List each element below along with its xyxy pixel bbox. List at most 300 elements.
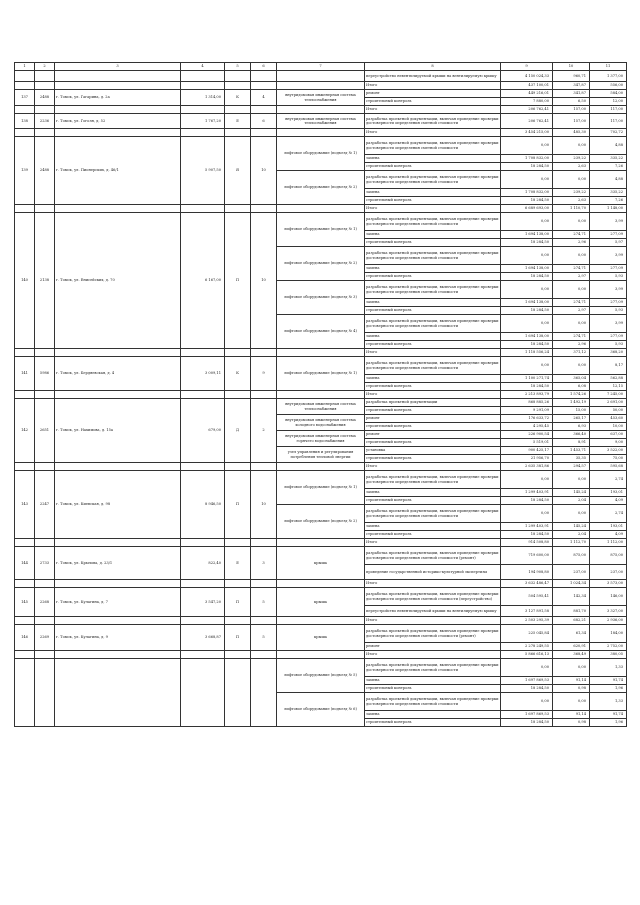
house-id-cell [35, 129, 55, 137]
cost-per-sqm-cell: 2,97 [553, 273, 590, 281]
address-cell: г. Томск, ул. Крылова, д. 23/1 [55, 547, 181, 580]
table-row [15, 106, 627, 114]
table-row [15, 463, 627, 471]
limit-cost-cell: 277,09 [590, 265, 627, 273]
cost-cell: 1 708 832,00 [501, 189, 553, 197]
category-cell [225, 463, 251, 471]
work-type-cell: строительный контроль [365, 531, 501, 539]
work-type-cell: разработка проектной документации [365, 399, 501, 407]
limit-cost-cell: 335,22 [590, 155, 627, 163]
floors-cell [251, 391, 277, 399]
address-cell: г. Томск, ул. Гоголя, д. 52 [55, 114, 181, 129]
system-cell: внутридомовая инженерная система теплоснабжения [277, 90, 365, 106]
floors-cell: 5 [251, 625, 277, 651]
work-type-cell: строительный контроль [365, 307, 501, 315]
category-cell [225, 659, 251, 727]
header-cell: 5 [225, 63, 251, 71]
header-cell: 7 [277, 63, 365, 71]
cost-cell: 21 956,70 [501, 455, 553, 463]
header-cell: 2 [35, 63, 55, 71]
table-row [15, 82, 627, 90]
cost-cell: 18 284,50 [501, 383, 553, 391]
floors-cell [251, 659, 277, 727]
cost-cell: 3 632 486,47 [501, 580, 553, 588]
cost-cell: 2 503 295,39 [501, 617, 553, 625]
cost-per-sqm-cell: 0,00 [553, 505, 590, 523]
house-id-cell [35, 580, 55, 588]
cost-cell: 6 689 693,00 [501, 205, 553, 213]
work-type-cell: Итого [365, 617, 501, 625]
row-number-cell: 145 [15, 588, 35, 617]
limit-cost-cell: 91,74 [590, 677, 627, 685]
header-cell: 9 [501, 63, 553, 71]
cost-per-sqm-cell: 365,04 [553, 375, 590, 383]
row-number-cell: 143 [15, 471, 35, 539]
limit-cost-cell: 368,20 [590, 349, 627, 357]
house-id-cell: 5986 [35, 357, 55, 391]
area-cell: 8 946,50 [181, 471, 225, 539]
cost-per-sqm-cell: 91,14 [553, 677, 590, 685]
cost-per-sqm-cell: 0,00 [553, 247, 590, 265]
floors-cell: 10 [251, 213, 277, 349]
cost-per-sqm-cell: 274,71 [553, 299, 590, 307]
cost-cell: 3 454 215,00 [501, 129, 553, 137]
cost-cell: 7 880,00 [501, 98, 553, 106]
header-row [15, 63, 627, 71]
cost-per-sqm-cell: 294,57 [553, 463, 590, 471]
work-type-cell: разработка проектной документации, включая проведение проверки достоверности определения сметной стоимости [365, 693, 501, 711]
floors-cell [251, 106, 277, 114]
limit-cost-cell: 12,15 [590, 383, 627, 391]
limit-cost-cell: 117,00 [590, 114, 627, 129]
work-type-cell: Итого [365, 539, 501, 547]
work-type-cell: разработка проектной документации, включая проведение проверки достоверности определения сметной стоимости [365, 659, 501, 677]
work-type-cell: ремонт [365, 415, 501, 423]
cost-per-sqm-cell: 142,34 [553, 588, 590, 606]
cost-cell: 914 508,80 [501, 539, 553, 547]
limit-cost-cell: 1,33 [590, 659, 627, 677]
cost-cell: 1 694 138,00 [501, 231, 553, 239]
limit-cost-cell: 1,96 [590, 719, 627, 727]
house-id-cell [35, 391, 55, 399]
work-type-cell: строительный контроль [365, 239, 501, 247]
limit-cost-cell: 5,93 [590, 273, 627, 281]
address-cell [55, 651, 181, 659]
table-row [15, 580, 627, 588]
cost-per-sqm-cell: 1 574,26 [553, 391, 590, 399]
cost-cell: 18 284,50 [501, 163, 553, 171]
table-row [15, 213, 627, 231]
category-cell: П [225, 588, 251, 617]
limit-cost-cell: 3,99 [590, 247, 627, 265]
floors-cell: 6 [251, 114, 277, 129]
address-cell: г. Томск, ул. Пионерских, д. 46/1 [55, 137, 181, 205]
cost-per-sqm-cell: 1 110,70 [553, 205, 590, 213]
cost-per-sqm-cell: 2,63 [553, 163, 590, 171]
area-cell [181, 617, 225, 625]
limit-cost-cell: 2,74 [590, 471, 627, 489]
cost-per-sqm-cell: 91,14 [553, 711, 590, 719]
area-cell: 1 767,20 [181, 114, 225, 129]
cost-cell: 1 694 138,00 [501, 333, 553, 341]
limit-cost-cell: 237,00 [590, 565, 627, 580]
address-cell [55, 617, 181, 625]
limit-cost-cell: 1 112,00 [590, 539, 627, 547]
limit-cost-cell: 562,88 [590, 375, 627, 383]
house-id-cell: 2268 [35, 588, 55, 617]
header-cell: 8 [365, 63, 501, 71]
row-number-cell [15, 391, 35, 399]
house-id-cell [35, 82, 55, 90]
system-cell: внутридомовая инженерная система теплоснабжения [277, 114, 365, 129]
system-cell: крыша [277, 588, 365, 617]
row-number-cell [15, 580, 35, 588]
cost-per-sqm-cell: 239,22 [553, 155, 590, 163]
limit-cost-cell: 335,22 [590, 189, 627, 197]
limit-cost-cell: 3 522,00 [590, 447, 627, 455]
cost-per-sqm-cell: 2,04 [553, 531, 590, 539]
system-cell [277, 205, 365, 213]
work-type-cell: замена [365, 265, 501, 273]
work-type-cell: ремонт [365, 643, 501, 651]
category-cell [225, 106, 251, 114]
area-cell: 6 167,00 [181, 213, 225, 349]
cost-per-sqm-cell: 6,50 [553, 98, 590, 106]
system-cell [277, 539, 365, 547]
row-number-cell: 140 [15, 213, 35, 349]
limit-cost-cell: 9,00 [590, 439, 627, 447]
system-cell: крыша [277, 547, 365, 580]
category-cell: Я [225, 137, 251, 205]
address-cell [55, 349, 181, 357]
work-type-cell: разработка проектной документации, включая проведение проверки достоверности определения сметной стоимости [365, 281, 501, 299]
cost-cell: 868 885,26 [501, 399, 553, 407]
work-type-cell: строительный контроль [365, 98, 501, 106]
table-row [15, 617, 627, 625]
house-id-cell [35, 71, 55, 82]
area-cell: 5 907,50 [181, 137, 225, 205]
work-type-cell: разработка проектной документации, включая проведение проверки достоверности определения сметной стоимости [365, 357, 501, 375]
house-id-cell [35, 463, 55, 471]
limit-cost-cell: 193,01 [590, 523, 627, 531]
limit-cost-cell: 4,88 [590, 137, 627, 155]
table-body [15, 63, 627, 727]
limit-cost-cell: 595,68 [590, 463, 627, 471]
limit-cost-cell: 7,26 [590, 197, 627, 205]
floors-cell [251, 463, 277, 471]
floors-cell: 9 [251, 357, 277, 391]
system-cell [277, 463, 365, 471]
cost-cell: 18 284,50 [501, 307, 553, 315]
cost-per-sqm-cell: 15,00 [553, 407, 590, 415]
category-cell: К [225, 357, 251, 391]
row-number-cell [15, 71, 35, 82]
area-cell [181, 82, 225, 90]
category-cell [225, 651, 251, 659]
work-type-cell: разработка проектной документации, включая проведение проверки достоверности определения сметной стоимости [365, 114, 501, 129]
cost-per-sqm-cell: 61,34 [553, 625, 590, 643]
work-type-cell: ремонт [365, 90, 501, 98]
header-cell: 1 [15, 63, 35, 71]
cost-per-sqm-cell: 6,93 [553, 423, 590, 431]
cost-cell: 1 299 403,91 [501, 523, 553, 531]
cost-cell: 449 216,01 [501, 90, 553, 98]
cost-cell: 3 127 891,58 [501, 606, 553, 617]
house-id-cell [35, 349, 55, 357]
table-row [15, 588, 627, 606]
cost-per-sqm-cell: 0,00 [553, 281, 590, 299]
work-type-cell: замена [365, 155, 501, 163]
limit-cost-cell: 637,00 [590, 431, 627, 439]
address-cell [55, 659, 181, 727]
limit-cost-cell: 556,00 [590, 82, 627, 90]
category-cell [225, 580, 251, 588]
cost-cell: 206 762,41 [501, 114, 553, 129]
row-number-cell: 142 [15, 399, 35, 463]
cost-per-sqm-cell: 0,00 [553, 693, 590, 711]
row-number-cell [15, 651, 35, 659]
cost-cell: 719 600,00 [501, 547, 553, 565]
area-cell [181, 580, 225, 588]
table-row [15, 391, 627, 399]
cost-per-sqm-cell: 274,71 [553, 231, 590, 239]
cost-cell: 1 708 832,00 [501, 155, 553, 163]
row-number-cell: 139 [15, 137, 35, 205]
house-id-cell: 2247 [35, 471, 55, 539]
area-cell: 1 314,00 [181, 90, 225, 106]
floors-cell [251, 205, 277, 213]
table-row [15, 349, 627, 357]
house-id-cell: 2138 [35, 213, 55, 349]
table-row [15, 357, 627, 375]
address-cell [55, 82, 181, 90]
work-type-cell: разработка проектной документации, включая проведение проверки достоверности определения сметной стоимости (переустройство) [365, 588, 501, 606]
work-type-cell: строительный контроль [365, 407, 501, 415]
area-cell [181, 659, 225, 727]
address-cell [55, 391, 181, 399]
limit-cost-cell: 4,09 [590, 531, 627, 539]
cost-cell: 4 150 024,33 [501, 71, 553, 82]
table-row [15, 137, 627, 155]
table-row [15, 205, 627, 213]
work-type-cell: замена [365, 711, 501, 719]
work-type-cell: строительный контроль [365, 497, 501, 505]
floors-cell: 3 [251, 547, 277, 580]
cost-per-sqm-cell: 682,21 [553, 617, 590, 625]
cost-cell: 0,00 [501, 281, 553, 299]
area-cell [181, 391, 225, 399]
capital-repair-table [14, 62, 627, 727]
work-type-cell: установка [365, 447, 501, 455]
cost-cell: 1 697 869,53 [501, 677, 553, 685]
work-type-cell: строительный контроль [365, 719, 501, 727]
cost-cell: 1 697 869,53 [501, 711, 553, 719]
cost-per-sqm-cell: 1 453,71 [553, 447, 590, 455]
limit-cost-cell: 117,00 [590, 106, 627, 114]
cost-per-sqm-cell: 1 024,34 [553, 580, 590, 588]
limit-cost-cell: 1,96 [590, 685, 627, 693]
floors-cell [251, 580, 277, 588]
cost-cell: 176 633,72 [501, 415, 553, 423]
limit-cost-cell: 5,97 [590, 239, 627, 247]
address-cell: г. Томск, ул. Гагарина, д. 2а [55, 90, 181, 106]
category-cell [225, 617, 251, 625]
cost-per-sqm-cell: 0,00 [553, 137, 590, 155]
cost-cell: 226 900,54 [501, 431, 553, 439]
cost-per-sqm-cell: 875,00 [553, 547, 590, 565]
work-type-cell: разработка проектной документации, включая проведение проверки достоверности определения сметной стоимости (ремонт) [365, 547, 501, 565]
cost-per-sqm-cell: 274,71 [553, 333, 590, 341]
area-cell [181, 71, 225, 82]
cost-cell: 437 100,01 [501, 82, 553, 90]
cost-per-sqm-cell: 0,00 [553, 471, 590, 489]
system-cell: лифтовое оборудование (подъезд № 3) [277, 281, 365, 315]
row-number-cell [15, 463, 35, 471]
table-row [15, 659, 627, 677]
address-cell [55, 539, 181, 547]
category-cell: К [225, 90, 251, 106]
limit-cost-cell: 91,74 [590, 711, 627, 719]
limit-cost-cell: 277,09 [590, 231, 627, 239]
cost-cell: 18 284,50 [501, 685, 553, 693]
cost-per-sqm-cell: 0,00 [553, 659, 590, 677]
cost-cell: 18 284,50 [501, 531, 553, 539]
limit-cost-cell: 875,00 [590, 547, 627, 565]
cost-cell: 1 118 556,24 [501, 349, 553, 357]
header-cell: 3 [55, 63, 181, 71]
cost-per-sqm-cell: 0,98 [553, 719, 590, 727]
category-cell [225, 129, 251, 137]
address-cell: г. Томск, ул. Нахимова, д. 15а [55, 399, 181, 463]
limit-cost-cell: 8,17 [590, 357, 627, 375]
limit-cost-cell: 50,00 [590, 407, 627, 415]
system-cell: лифтовое оборудование (подъезд № 5) [277, 659, 365, 693]
house-id-cell [35, 659, 55, 727]
table-row [15, 90, 627, 98]
limit-cost-cell: 184,00 [590, 625, 627, 643]
cost-per-sqm-cell: 2,96 [553, 239, 590, 247]
house-id-cell [35, 205, 55, 213]
limit-cost-cell: 193,01 [590, 489, 627, 497]
house-id-cell [35, 106, 55, 114]
work-type-cell: Итого [365, 129, 501, 137]
house-id-cell: 2488 [35, 137, 55, 205]
cost-per-sqm-cell: 2,63 [553, 197, 590, 205]
limit-cost-cell: 7 245,00 [590, 391, 627, 399]
address-cell [55, 580, 181, 588]
work-type-cell: замена [365, 299, 501, 307]
category-cell [225, 539, 251, 547]
cost-per-sqm-cell: 0,00 [553, 357, 590, 375]
limit-cost-cell: 5,93 [590, 341, 627, 349]
limit-cost-cell: 4,09 [590, 497, 627, 505]
cost-cell: 2 278 249,55 [501, 643, 553, 651]
row-number-cell [15, 129, 35, 137]
work-type-cell: Итого [365, 391, 501, 399]
system-cell: узел управления и регулирования потребления тепловой энергии [277, 447, 365, 463]
limit-cost-cell: 2 691,00 [590, 399, 627, 407]
area-cell [181, 651, 225, 659]
row-number-cell [15, 205, 35, 213]
category-cell: Е [225, 114, 251, 129]
cost-cell: 18 284,50 [501, 719, 553, 727]
row-number-cell [15, 106, 35, 114]
cost-cell: 9 291,09 [501, 407, 553, 415]
row-number-cell [15, 82, 35, 90]
work-type-cell: строительный контроль [365, 685, 501, 693]
system-cell: лифтовое оборудование (подъезд № 4) [277, 315, 365, 349]
work-type-cell: разработка проектной документации, включая проведение проверки достоверности определения сметной стоимости [365, 213, 501, 231]
limit-cost-cell: 5,93 [590, 307, 627, 315]
work-type-cell: замена [365, 231, 501, 239]
system-cell: внутридомовая инженерная система холодного водоснабжения [277, 415, 365, 431]
cost-per-sqm-cell: 620,91 [553, 643, 590, 651]
work-type-cell: разработка проектной документации, включая проведение проверки достоверности определения сметной стоимости [365, 315, 501, 333]
cost-cell: 18 284,50 [501, 341, 553, 349]
work-type-cell: строительный контроль [365, 273, 501, 281]
category-cell [225, 349, 251, 357]
cost-per-sqm-cell: 35,35 [553, 455, 590, 463]
system-cell [277, 129, 365, 137]
work-type-cell: разработка проектной документации, включая проведение проверки достоверности определения сметной стоимости (ремонт) [365, 625, 501, 643]
cost-per-sqm-cell: 237,00 [553, 565, 590, 580]
table-row [15, 539, 627, 547]
cost-cell: 1 694 138,00 [501, 265, 553, 273]
limit-cost-cell: 12,00 [590, 98, 627, 106]
limit-cost-cell: 1,33 [590, 693, 627, 711]
work-type-cell: разработка проектной документации, включая проведение проверки достоверности определения сметной стоимости [365, 137, 501, 155]
limit-cost-cell: 3 327,00 [590, 606, 627, 617]
cost-cell: 0,00 [501, 137, 553, 155]
cost-per-sqm-cell: 0,98 [553, 685, 590, 693]
work-type-cell: замена [365, 489, 501, 497]
floors-cell: 10 [251, 471, 277, 539]
cost-per-sqm-cell: 8,91 [553, 439, 590, 447]
area-cell [181, 539, 225, 547]
cost-per-sqm-cell: 485,30 [553, 129, 590, 137]
limit-cost-cell: 3,99 [590, 213, 627, 231]
cost-per-sqm-cell: 239,22 [553, 189, 590, 197]
floors-cell [251, 539, 277, 547]
cost-cell: 18 284,50 [501, 239, 553, 247]
limit-cost-cell: 453,60 [590, 415, 627, 423]
table-row [15, 625, 627, 643]
row-number-cell [15, 659, 35, 727]
cost-cell: 900 425,17 [501, 447, 553, 455]
area-cell [181, 349, 225, 357]
system-cell: внутридомовая инженерная система теплоснабжения [277, 399, 365, 415]
floors-cell [251, 129, 277, 137]
area-cell: 3 668,87 [181, 625, 225, 651]
work-type-cell: Итого [365, 205, 501, 213]
cost-per-sqm-cell: 341,87 [553, 90, 590, 98]
cost-per-sqm-cell: 2,97 [553, 307, 590, 315]
table-row [15, 651, 627, 659]
area-cell: 679,00 [181, 399, 225, 463]
area-cell [181, 205, 225, 213]
system-cell: лифтовое оборудование (подъезд № 1) [277, 357, 365, 391]
cost-cell: 18 284,50 [501, 197, 553, 205]
row-number-cell [15, 349, 35, 357]
limit-cost-cell: 75,00 [590, 455, 627, 463]
system-cell [277, 349, 365, 357]
category-cell: П [225, 213, 251, 349]
row-number-cell [15, 617, 35, 625]
system-cell [277, 617, 365, 625]
work-type-cell: строительный контроль [365, 423, 501, 431]
cost-per-sqm-cell: 2,04 [553, 497, 590, 505]
category-cell [225, 205, 251, 213]
